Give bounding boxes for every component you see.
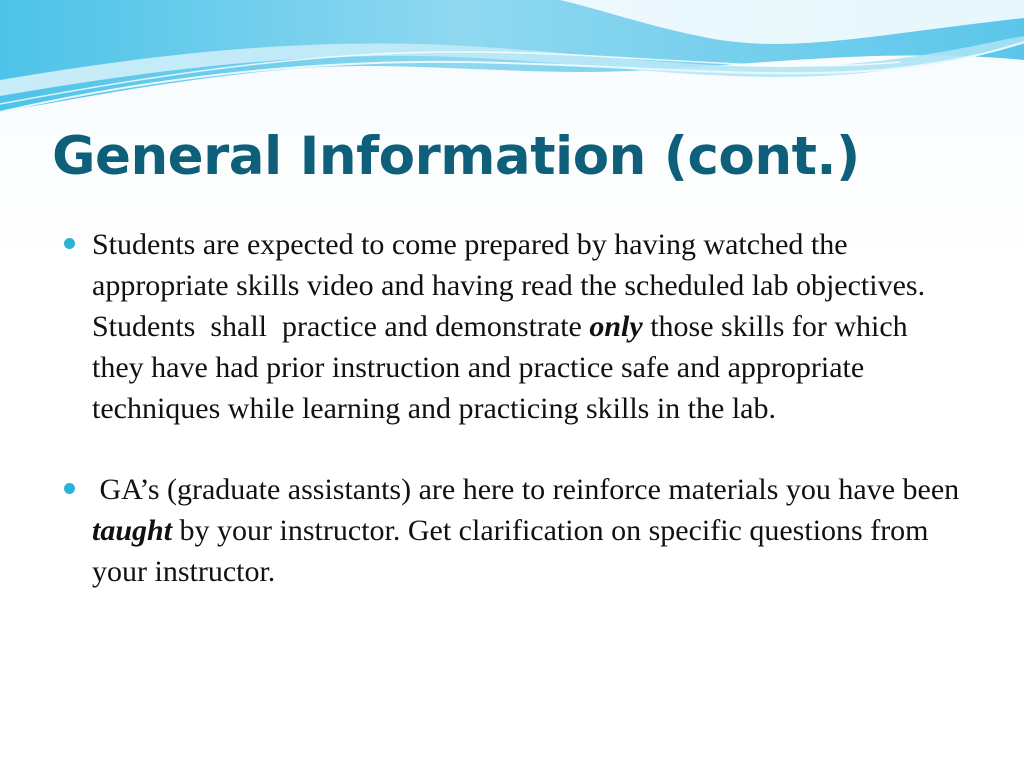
bullet-text: [92, 224, 962, 429]
bullet-dot-icon: [64, 483, 75, 494]
bullet-text-part: GA’s (graduate assistants) are here to reinforce materials you have been: [92, 473, 967, 506]
slide-title: General Information (cont.): [52, 126, 860, 187]
bullet-item-1: [62, 224, 962, 429]
bullet-item-2: [62, 469, 967, 592]
bullet-text-part: those skills for which they have had prior instruction and practice safe and appropriate techniques while learning and practicing skills in the lab.: [92, 310, 916, 425]
bullet-list: [62, 224, 967, 592]
bullet-dot-icon: [64, 238, 75, 249]
bullet-text-part: by your instructor. Get clarification on specific questions from your instructor.: [92, 514, 937, 588]
bullet-text: [92, 469, 967, 592]
emphasized-word: taught: [92, 514, 173, 547]
emphasized-word: only: [589, 310, 643, 343]
bullet-text-part: Students are expected to come prepared by having watched the appropriate skills video and having read the scheduled lab objectives. Students shall practice and demonstrate: [92, 228, 933, 343]
header-wave-decoration: [0, 0, 1024, 130]
